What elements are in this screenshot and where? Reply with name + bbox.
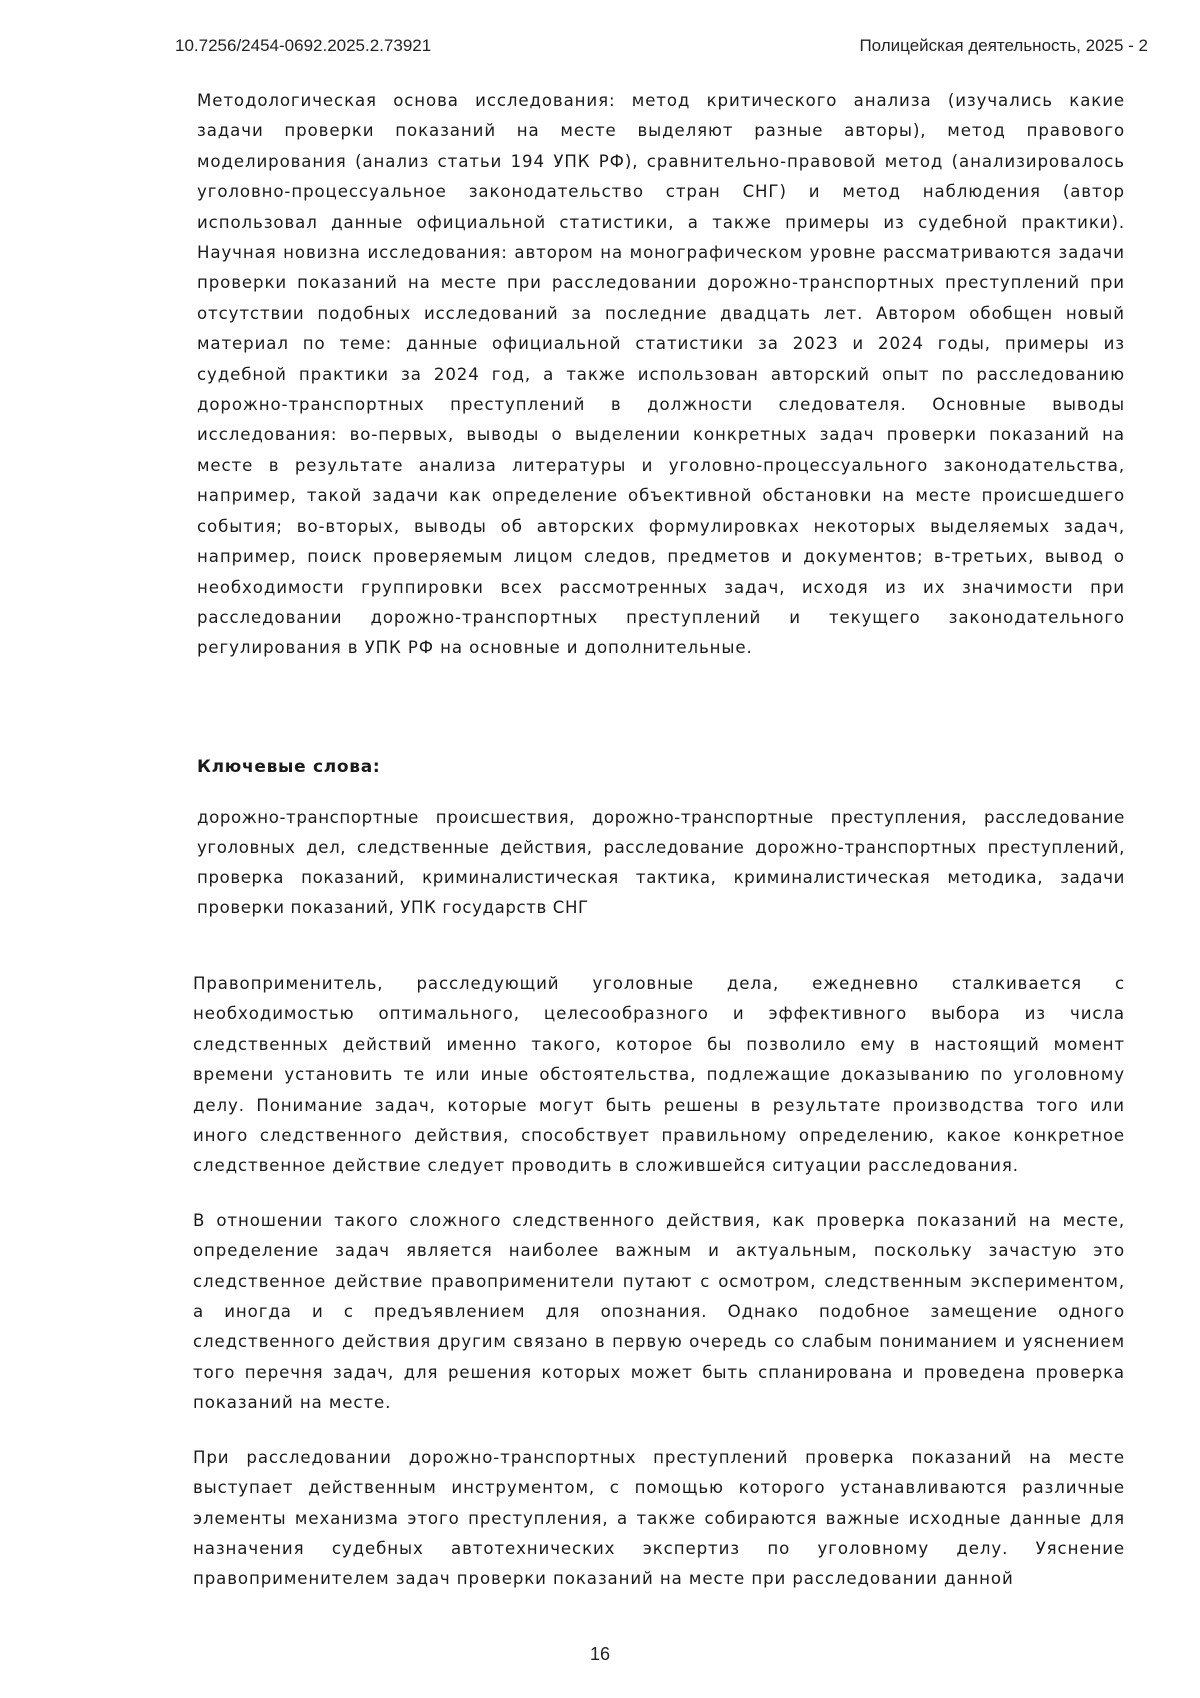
keywords-heading: Ключевые слова: [197,757,381,777]
body-paragraph: Правоприменитель, расследующий уголовные дела, ежедневно сталкивается с необходимостью оптимального, целесообразного и эффективного выбора из числа следственных действий именно такого, которое бы позволило ему в настоящий момент времени установить те или иные обстоятельства, подлежащие доказыванию по уголовному делу. Понимание задач, которые могут быть решены в результате производства того или иного следственного действия, способствует правильному определению, какое конкретное следственное действие следует проводить в сложившейся ситуации расследования. [193,974,1125,1176]
doi-text: 10.7256/2454-0692.2025.2.73921 [175,36,432,55]
journal-issue: Полицейская деятельность, 2025 - 2 [859,36,1148,55]
article-body [193,969,1125,1619]
abstract-paragraph: Методологическая основа исследования: метод критического анализа (изучались какие задачи проверки показаний на месте выделяют разные авторы), метод правового моделирования (анализ статьи 194 УПК РФ), сравнительно-правовой метод (анализировалось уголовно-процессуальное законодательство стран СНГ) и метод наблюдения (автор использовал данные официальной статистики, а также примеры из судебной практики). Научная новизна исследования: автором на монографическом уровне рассматриваются задачи проверки показаний на месте при расследовании дорожно-транспортных преступлений при отсутствии подобных исследований за последние двадцать лет. Автором обобщен новый материал по теме: данные официальной статистики за 2023 и 2024 годы, примеры из судебной практики за 2024 год, а также использован авторский опыт по расследованию дорожно-транспортных преступлений в должности следователя. Основные выводы исследования: во-первых, выводы о выделении конкретных задач проверки показаний на месте в результате анализа литературы и уголовно-процессуального законодательства, например, такой задачи как определение объективной обстановки на месте происшедшего события; во-вторых, выводы об авторских формулировках некоторых выделяемых задач, например, поиск проверяемым лицом следов, предметов и документов; в-третьих, вывод о необходимости группировки всех рассмотренных задач, исходя из их значимости при расследовании дорожно-транспортных преступлений и текущего законодательного регулирования в УПК РФ на основные и дополнительные. [197,91,1125,658]
body-paragraph: При расследовании дорожно-транспортных преступлений проверка показаний на месте выступает действенным инструментом, с помощью которого устанавливаются различные элементы механизма этого преступления, а также собираются важные исходные данные для назначения судебных автотехнических экспертиз по уголовному делу. Уяснение правоприменителем задач проверки показаний на месте при расследовании данной [193,1447,1125,1589]
page-header [175,36,1148,60]
body-paragraph: В отношении такого сложного следственного действия, как проверка показаний на месте, определение задач является наиболее важным и актуальным, поскольку зачастую это следственное действие правоприменители путают с осмотром, следственным экспериментом, а иногда и с предъявлением для опознания. Однако подобное замещение одного следственного действия другим связано в первую очередь со слабым пониманием и уяснением того перечня задач, для решения которых может быть спланирована и проведена проверка показаний на месте. [193,1210,1125,1413]
keywords-text: дорожно-транспортные происшествия, дорожно-транспортные преступления, расследование уголовных дел, следственные действия, расследование дорожно-транспортных преступлений, проверка показаний, криминалистическая тактика, криминалистическая методика, задачи проверки показаний, УПК государств СНГ [197,808,1125,917]
page-number: 16 [589,1644,611,1664]
